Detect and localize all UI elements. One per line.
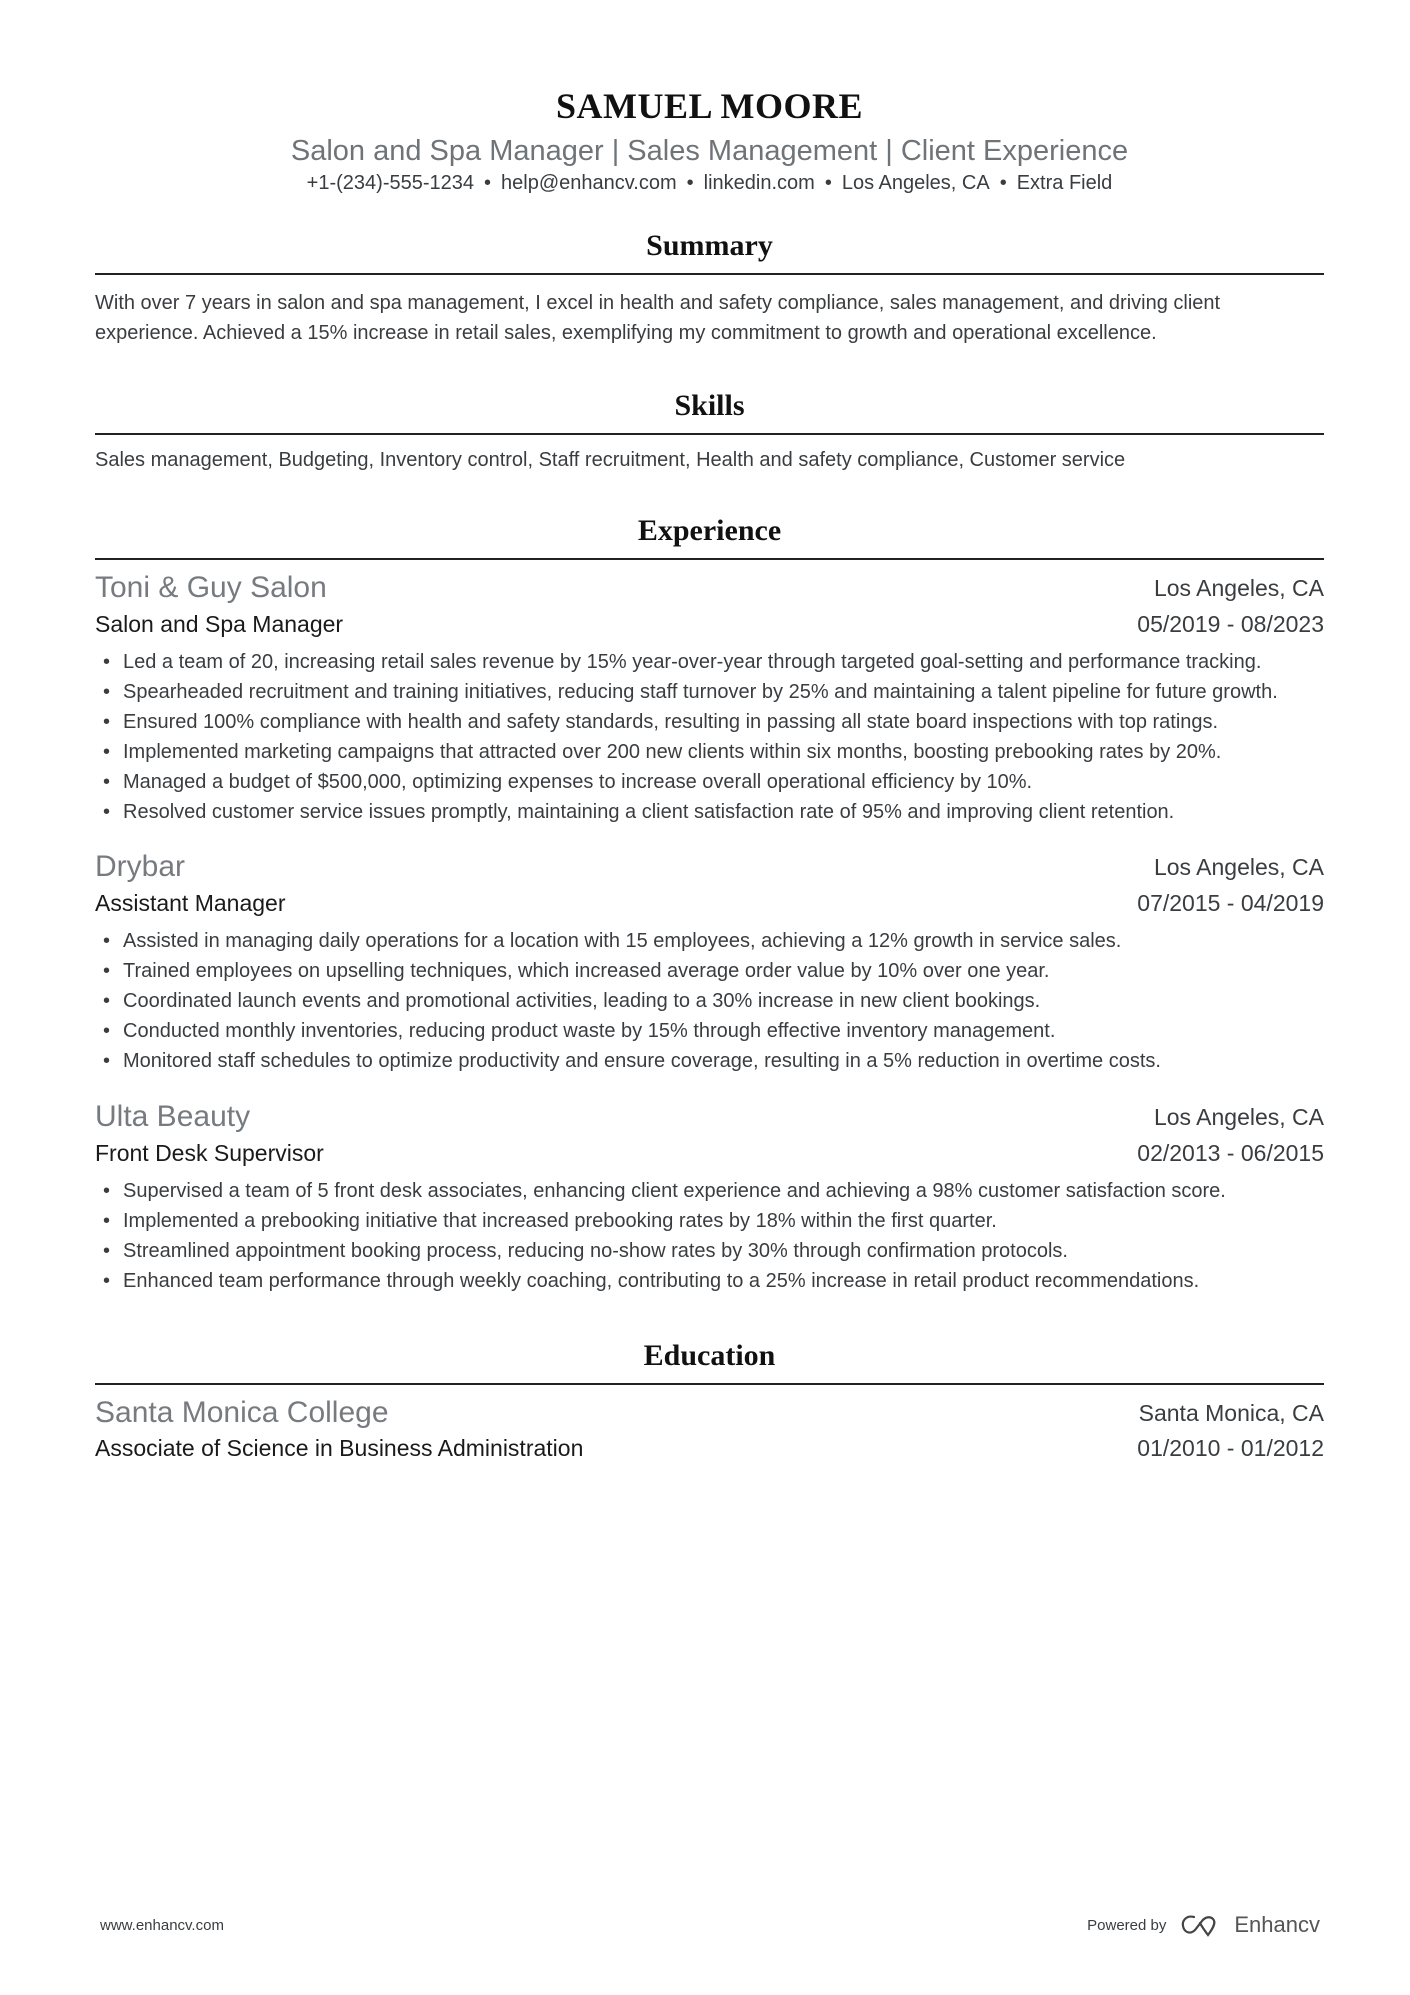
footer bbox=[100, 1912, 1320, 1938]
company-name: Ulta Beauty bbox=[95, 1100, 251, 1133]
company-name: Toni & Guy Salon bbox=[95, 571, 327, 604]
job-dates: 05/2019 - 08/2023 bbox=[1137, 610, 1324, 637]
job-bullet: • Resolved customer service issues promptly, maintaining a client satisfaction rate of 95% and improving client retention. bbox=[95, 797, 1324, 827]
brand-name: Enhancv bbox=[1234, 1912, 1320, 1937]
job-location: Los Angeles, CA bbox=[1153, 853, 1324, 880]
job-entry bbox=[95, 571, 1324, 827]
job-dates: 02/2013 - 06/2015 bbox=[1137, 1139, 1324, 1166]
job-bullet: • Managed a budget of $500,000, optimizing expenses to increase overall operational efficiency by 10%. bbox=[95, 767, 1324, 797]
separator: • bbox=[484, 172, 492, 194]
job-dates: 07/2015 - 04/2019 bbox=[1137, 889, 1324, 916]
enhancv-logo-icon bbox=[1180, 1913, 1220, 1937]
job-bullet: • Monitored staff schedules to optimize productivity and ensure coverage, resulting in a 5% reduction in overtime costs. bbox=[95, 1046, 1324, 1076]
summary-heading: Summary bbox=[95, 228, 1324, 275]
job-bullets bbox=[95, 926, 1324, 1076]
job-bullet: • Led a team of 20, increasing retail sales revenue by 15% year-over-year through targeted goal-setting and performance tracking. bbox=[95, 647, 1324, 677]
school-name: Santa Monica College bbox=[95, 1396, 389, 1429]
job-bullet: • Assisted in managing daily operations for a location with 15 employees, achieving a 12% growth in service sales. bbox=[95, 926, 1324, 956]
job-bullet: • Implemented a prebooking initiative that increased prebooking rates by 18% within the first quarter. bbox=[95, 1206, 1324, 1236]
job-bullet: • Streamlined appointment booking process, reducing no-show rates by 30% through confirmation protocols. bbox=[95, 1236, 1324, 1266]
candidate-subtitle: Salon and Spa Manager | Sales Management | Client Experience bbox=[290, 135, 1129, 167]
separator: • bbox=[824, 172, 832, 194]
job-entry bbox=[95, 1100, 1324, 1296]
education-heading: Education bbox=[95, 1338, 1324, 1385]
degree: Associate of Science in Business Administration bbox=[95, 1435, 584, 1461]
phone: +1-(234)-555-1234 bbox=[306, 172, 475, 194]
job-bullet: • Spearheaded recruitment and training initiatives, reducing staff turnover by 25% and maintaining a talent pipeline for future growth. bbox=[95, 677, 1324, 707]
experience-heading: Experience bbox=[95, 513, 1324, 560]
school-location: Santa Monica, CA bbox=[1138, 1399, 1324, 1426]
education-entry bbox=[95, 1396, 1324, 1463]
contact-info bbox=[95, 170, 1324, 196]
job-entry bbox=[95, 850, 1324, 1076]
separator: • bbox=[999, 172, 1007, 194]
job-bullet: • Conducted monthly inventories, reducing product waste by 15% through effective inventory management. bbox=[95, 1016, 1324, 1046]
website-link[interactable]: www.enhancv.com bbox=[100, 1916, 224, 1934]
summary-text: With over 7 years in salon and spa management, I excel in health and safety compliance, sales management, and driving client experience. Achieved a 15% increase in retail sales, exemplifying my commitment to growth and operational excellence. bbox=[95, 292, 1221, 344]
location: Los Angeles, CA bbox=[841, 172, 990, 194]
skills-heading: Skills bbox=[95, 388, 1324, 435]
job-location: Los Angeles, CA bbox=[1153, 1103, 1324, 1130]
separator: • bbox=[686, 172, 694, 194]
job-bullet: • Enhanced team performance through weekly coaching, contributing to a 25% increase in retail product recommendations. bbox=[95, 1266, 1324, 1296]
education-dates: 01/2010 - 01/2012 bbox=[1137, 1434, 1324, 1461]
company-name: Drybar bbox=[95, 850, 186, 883]
experience-list bbox=[95, 571, 1324, 1296]
job-bullet: • Ensured 100% compliance with health and safety standards, resulting in passing all state board inspections with top ratings. bbox=[95, 707, 1324, 737]
extra-field: Extra Field bbox=[1016, 172, 1113, 194]
brand bbox=[1087, 1912, 1320, 1938]
job-location: Los Angeles, CA bbox=[1153, 574, 1324, 601]
skills-text: Sales management, Budgeting, Inventory control, Staff recruitment, Health and safety compliance, Customer service bbox=[95, 449, 1126, 471]
powered-by-label: Powered by bbox=[1087, 1916, 1167, 1934]
job-bullet: • Implemented marketing campaigns that attracted over 200 new clients within six months, boosting prebooking rates by 20%. bbox=[95, 737, 1324, 767]
job-title: Assistant Manager bbox=[95, 890, 286, 916]
job-bullet: • Coordinated launch events and promotional activities, leading to a 30% increase in new client bookings. bbox=[95, 986, 1324, 1016]
job-bullet: • Supervised a team of 5 front desk associates, enhancing client experience and achieving a 98% customer satisfaction score. bbox=[95, 1176, 1324, 1206]
resume-page bbox=[95, 0, 1324, 1463]
job-bullets bbox=[95, 647, 1324, 827]
job-bullets bbox=[95, 1176, 1324, 1296]
candidate-name: SAMUEL MOORE bbox=[555, 86, 864, 126]
job-title: Front Desk Supervisor bbox=[95, 1140, 324, 1166]
job-bullet: • Trained employees on upselling techniques, which increased average order value by 10% over one year. bbox=[95, 956, 1324, 986]
job-title: Salon and Spa Manager bbox=[95, 611, 344, 637]
email-link[interactable]: help@enhancv.com bbox=[501, 172, 677, 194]
linkedin-link[interactable]: linkedin.com bbox=[703, 172, 815, 194]
